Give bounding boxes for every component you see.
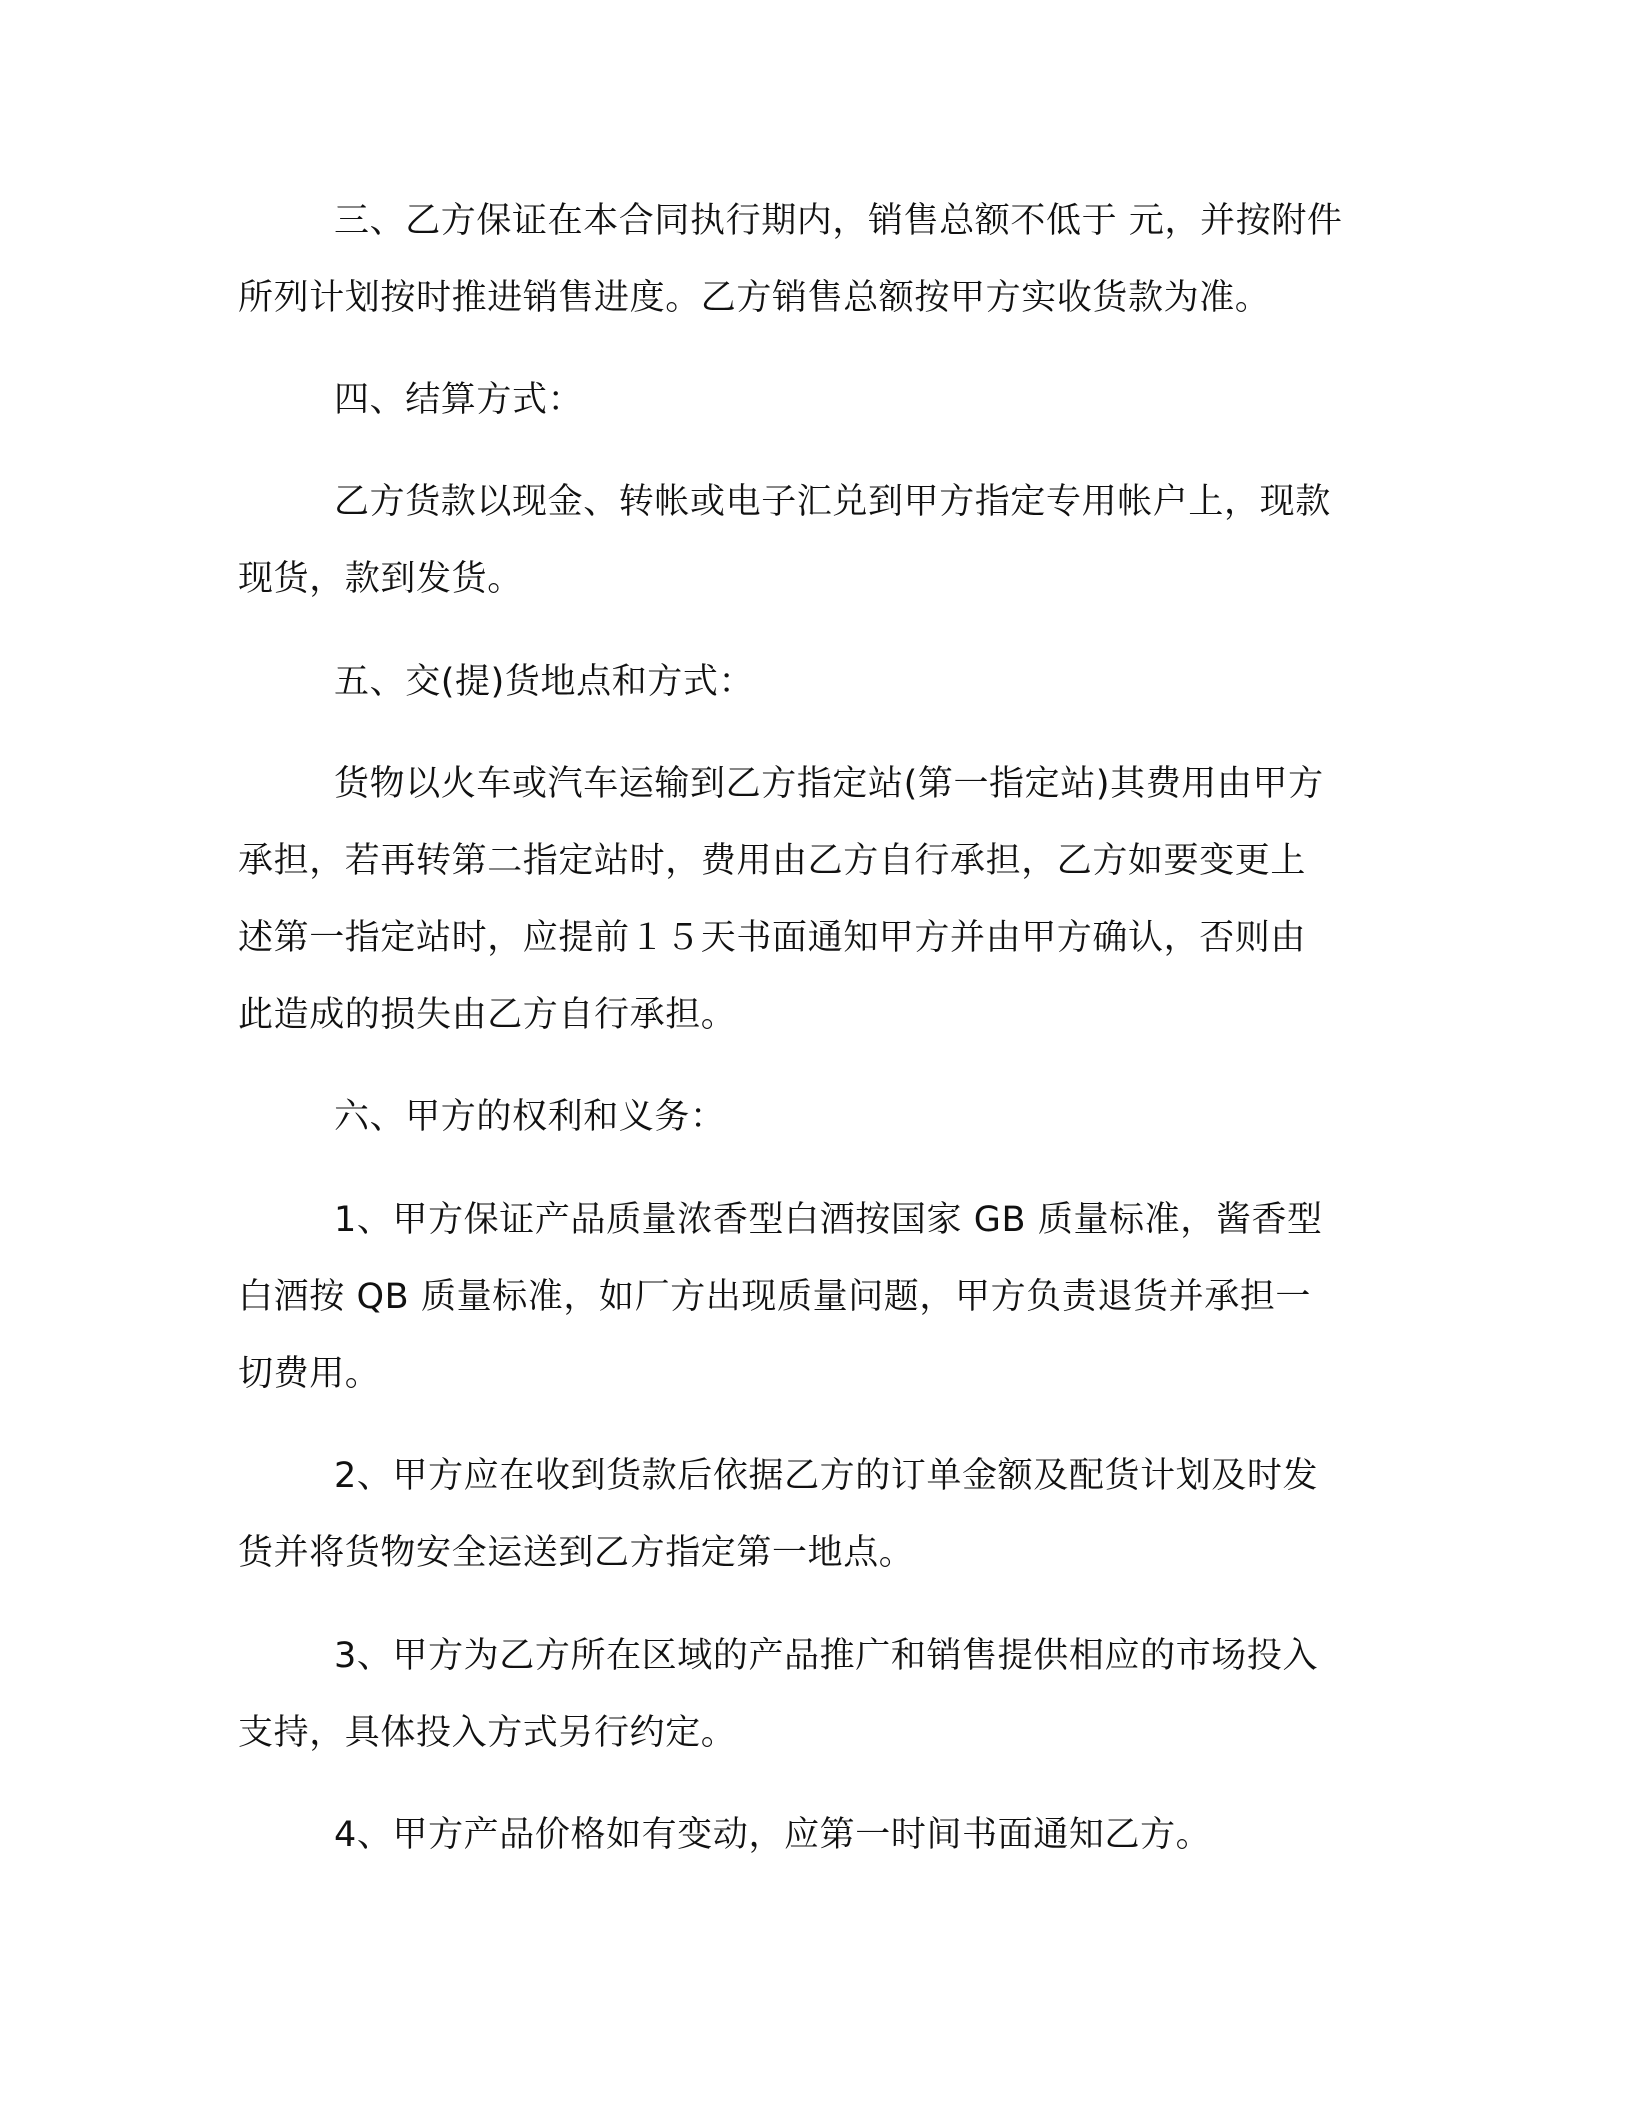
section6-item3-line-2: 支持，具体投入方式另行约定。: [238, 1713, 737, 1753]
section6-item1-line-1: 1、甲方保证产品质量浓香型白酒按国家 GB 质量标准，酱香型: [334, 1200, 1323, 1240]
section4-line-1: 乙方货款以现金、转帐或电子汇兑到甲方指定专用帐户上，现款: [334, 482, 1331, 522]
section5-line-4: 此造成的损失由乙方自行承担。: [238, 995, 737, 1035]
section6-item2-line-2: 货并将货物安全运送到乙方指定第一地点。: [238, 1533, 915, 1573]
section5-line-2: 承担，若再转第二指定站时，费用由乙方自行承担，乙方如要变更上: [238, 841, 1307, 881]
section6-heading: 六、甲方的权利和义务：: [334, 1097, 726, 1137]
section6-item1-line-3: 切费用。: [238, 1354, 381, 1394]
section4-line-2: 现货，款到发货。: [238, 559, 523, 599]
section6-item4-line-1: 4、甲方产品价格如有变动，应第一时间书面通知乙方。: [334, 1815, 1212, 1855]
section3-line-1: 三、乙方保证在本合同执行期内，销售总额不低于 元，并按附件: [334, 201, 1343, 241]
section6-item1-line-2: 白酒按 QB 质量标准，如厂方出现质量问题，甲方负责退货并承担一: [238, 1277, 1312, 1317]
section5-heading: 五、交(提)货地点和方式：: [334, 662, 755, 702]
section3-line-2: 所列计划按时推进销售进度。乙方销售总额按甲方实收货款为准。: [238, 278, 1271, 318]
section4-heading: 四、结算方式：: [334, 380, 584, 420]
section6-item2-line-1: 2、甲方应在收到货款后依据乙方的订单金额及配货计划及时发: [334, 1456, 1319, 1496]
section5-line-3: 述第一指定站时，应提前１５天书面通知甲方并由甲方确认，否则由: [238, 918, 1307, 958]
section6-item3-line-1: 3、甲方为乙方所在区域的产品推广和销售提供相应的市场投入: [334, 1636, 1319, 1676]
section5-line-1: 货物以火车或汽车运输到乙方指定站(第一指定站)其费用由甲方: [334, 764, 1324, 804]
